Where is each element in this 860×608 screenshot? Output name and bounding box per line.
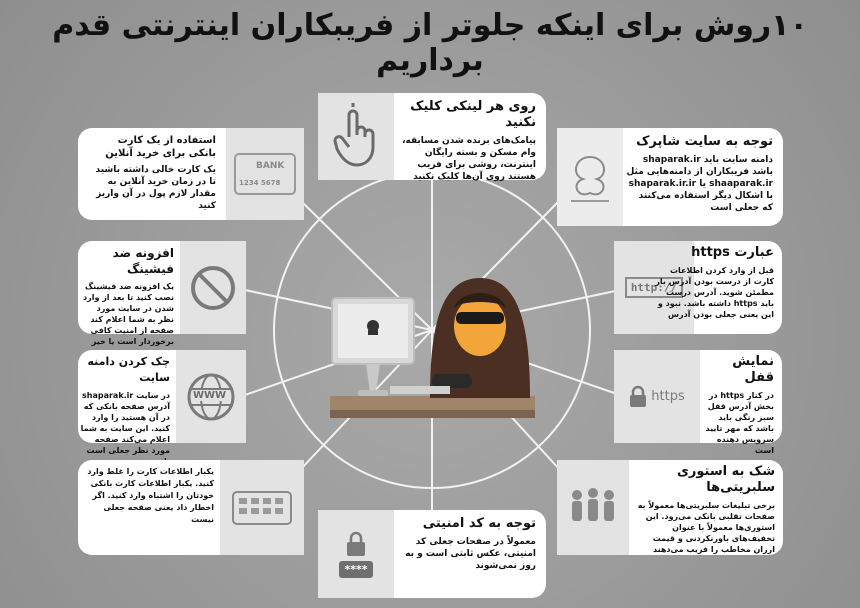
tip-heading: چک کردن دامنه سایت (87, 355, 170, 384)
tip-body: در کنار https در بخش آدرس قفل سبز رنگی باید باشد که مهر تایید سرویس دهنده است (705, 391, 774, 455)
http-address-icon: http:// (614, 241, 694, 334)
shaparak-logo-icon (557, 128, 623, 226)
tip-body: یک افزونه ضد فیشینگ نصب کنید تا بعد از وارد شدن در سایت مورد نظر به شما اعلام کند صفحه از امنیت کافی برخوردار است یا خیر (82, 282, 174, 346)
tip-heading: عبارت https (691, 245, 774, 260)
hand-pointer-icon (318, 93, 394, 180)
keyboard-icon (220, 460, 304, 555)
hacker-computer-icon (330, 268, 535, 428)
tip-card-celebrity (557, 460, 783, 555)
tip-body: معمولاً در صفحات جعلی کد امنیتی، عکس ثابتی است و به روز نمی‌شوند (405, 537, 536, 571)
tip-card-keyboard (78, 460, 304, 555)
tip-card-link (318, 93, 546, 180)
tip-heading: شک به استوری سلبریتی‌ها (676, 464, 775, 495)
tip-card-lock (614, 350, 782, 455)
bank-card-icon (226, 128, 304, 220)
tip-heading: روی هر لینکی کلیک نکنید (410, 99, 536, 130)
tip-card-cvv (318, 510, 546, 598)
lock-label: https (651, 389, 685, 404)
tip-body: دامنه سایت باید shaparak.ir باشد فریبکاران از دامنه‌هایی مثل shaaparak.ir یا shaparak.ir.ir با اشکال دیگر استفاده می‌کنند که جعلی است (626, 155, 773, 213)
tip-body: یکبار اطلاعات کارت را غلط وارد کنید. یکبار اطلاعات کارت بانکی خودتان را اشتباه وارد کنید. اگر اخطار داد یعنی صفحه جعلی نیست (87, 467, 214, 524)
lock-icon (614, 350, 700, 443)
people-icon (557, 460, 629, 555)
page-title: ۱۰روش برای اینکه جلوتر از فریبکاران اینترنتی قدم برداریم (52, 8, 808, 78)
tip-body: در سایت shaparak.ir آدرس صفحه بانکی که در آن هستید را وارد کنید. این سایت به شما اعلام می‌کند صفحه مورد نظر جعلی است (80, 391, 170, 455)
tip-card-antiphishing (78, 241, 246, 346)
card-label: BANK (256, 161, 285, 171)
tip-body: قبل از وارد کردن اطلاعات کارت از درست بودن آدرس بار مطمئن شوید. آدرس درست باید https داشته باشد. نبود و این یعنی جعلی بودن آدرس (655, 266, 774, 319)
tip-heading: توجه به سایت شاپرک (636, 134, 773, 149)
card-number: 1234 5678 (239, 179, 281, 187)
tip-card-https (614, 241, 782, 334)
globe-www-icon: WWW (176, 350, 246, 443)
tip-body: برخی تبلیغات سلبریتی‌ها معمولاً به صفحات تقلبی بانکی می‌رود. این استوری‌ها معمولاً با عنوان تخفیف‌های باورنکردنی و قیمت ارزان مخاطب را فریب می‌دهند (637, 501, 775, 554)
tip-body: پیامک‌های برنده شدن مسابقه، وام مسکن و بسته رایگان اینترنت، روشی برای فریب هستند روی آن‌ها کلیک نکنید (402, 136, 536, 182)
tip-card-bank (78, 128, 304, 220)
tip-heading: توجه به کد امنیتی (422, 516, 536, 531)
tip-heading: استفاده از یک کارت بانکی برای خرید آنلاین (105, 135, 216, 159)
tip-heading: نمایش قفل (732, 354, 774, 385)
password-mask: **** (339, 561, 372, 578)
tip-card-domain (78, 350, 246, 455)
no-entry-icon (180, 241, 246, 334)
password-lock-icon (318, 510, 394, 598)
tip-body: یک کارت خالی داشته باشید تا در زمان خرید آنلاین به مقدار لازم پول در آن واریز کنید (95, 165, 216, 211)
tip-heading: افزونه ضد فیشینگ (112, 246, 174, 276)
tip-card-shaparak (557, 128, 783, 226)
